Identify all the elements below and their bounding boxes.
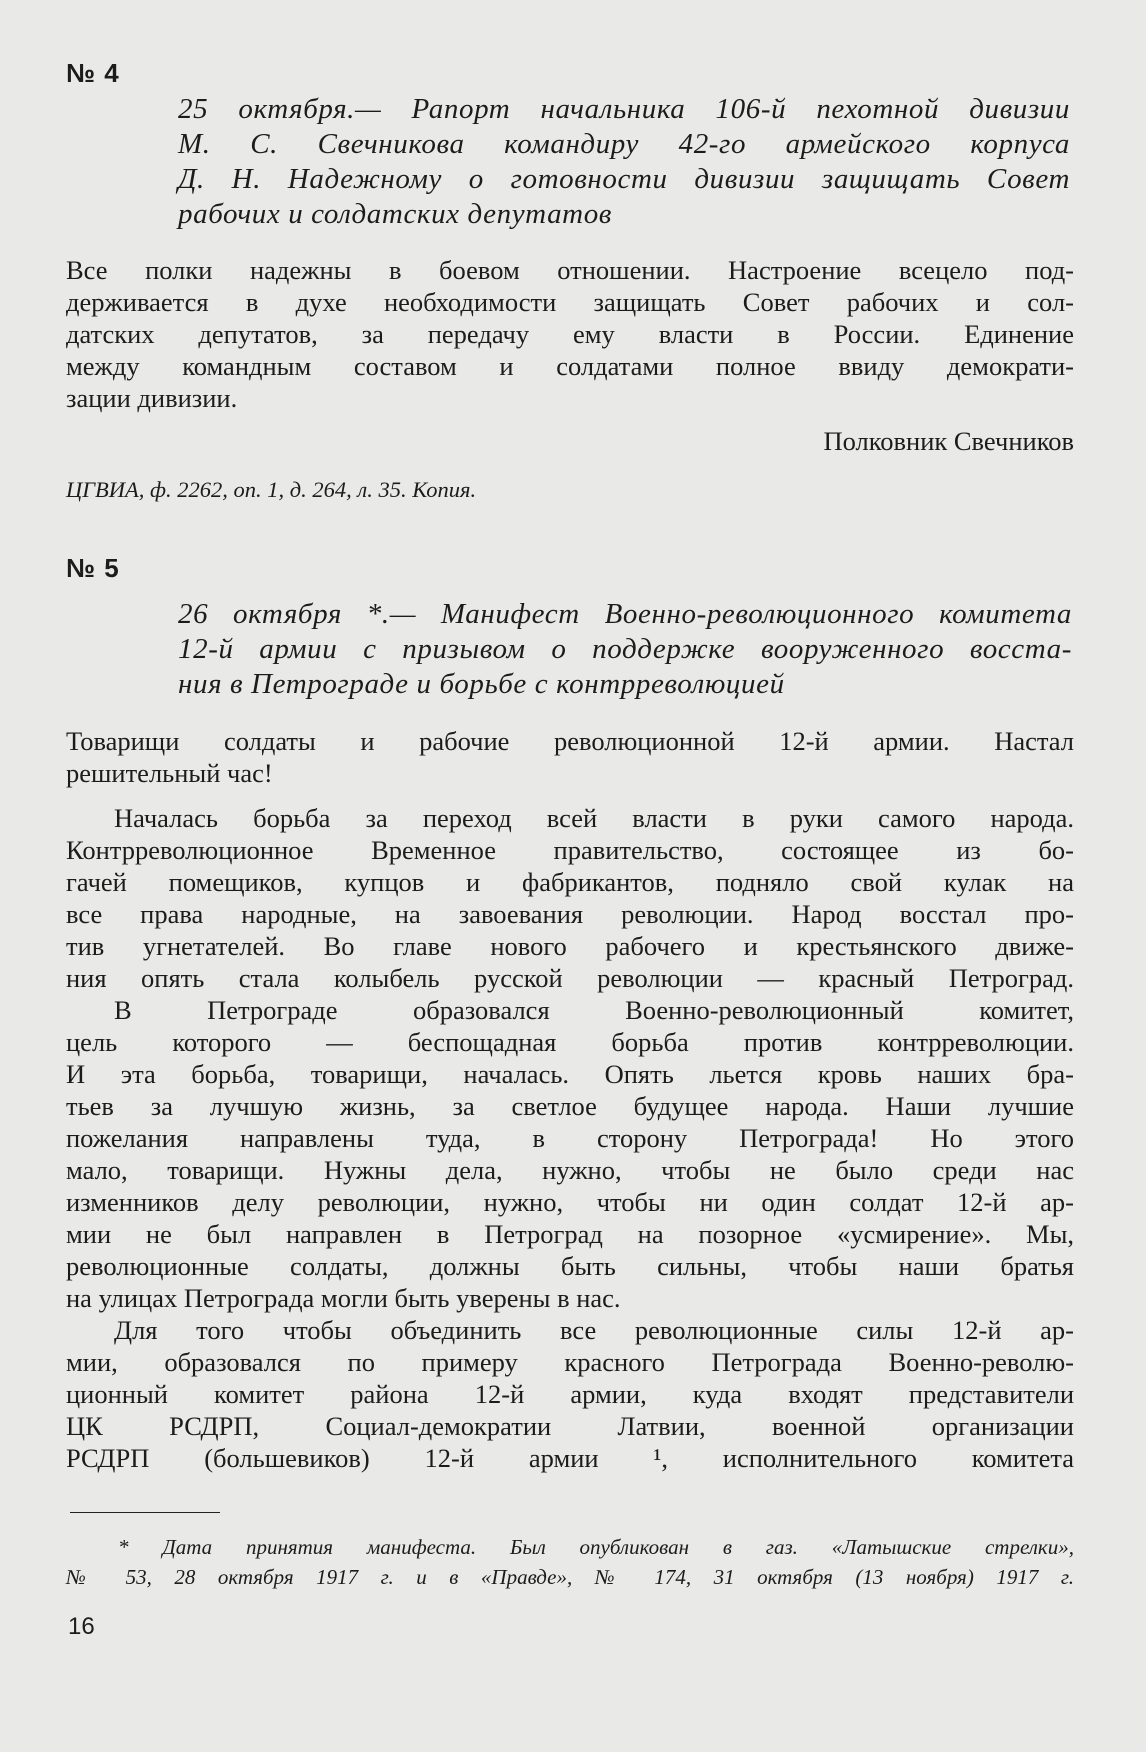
doc5-body-line: цель которого — беспощадная борьба против контрреволюции. (66, 1027, 1074, 1057)
doc5-body-line: все права народные, на завоевания революции. Народ восстал про- (66, 899, 1074, 929)
doc4-signature: Полковник Свечников (823, 426, 1074, 456)
doc5-heading-line: ния в Петрограде и борьбе с контрреволюцией (178, 668, 785, 700)
page-number: 16 (68, 1613, 95, 1640)
doc5-body-line: Контрреволюционное Временное правительство, состоящее из бо- (66, 835, 1074, 865)
doc5-body-line: ционный комитет района 12-й армии, куда входят представители (66, 1379, 1074, 1409)
doc5-heading-line: 26 октября *.— Манифест Военно-революционного комитета (178, 598, 1072, 630)
doc5-body-line: тьев за лучшую жизнь, за светлое будущее народа. Наши лучшие (66, 1091, 1074, 1121)
doc5-body-line: Для того чтобы объединить все революционные силы 12-й ар- (114, 1315, 1074, 1345)
doc4-body-line: держивается в духе необходимости защищать Совет рабочих и сол- (66, 287, 1074, 317)
footnote-rule (70, 1512, 220, 1513)
doc5-body-line: Началась борьба за переход всей власти в руки самого народа. (114, 803, 1074, 833)
doc5-body-line: РСДРП (большевиков) 12-й армии ¹, исполнительного комитета (66, 1443, 1074, 1473)
doc5-body-line: ЦК РСДРП, Социал-демократии Латвии, военной организации (66, 1411, 1074, 1441)
doc5-number: № 5 (66, 553, 120, 583)
doc4-body-line: датских депутатов, за передачу ему власти в России. Единение (66, 319, 1074, 349)
doc5-body-line: пожелания направлены туда, в сторону Петрограда! Но этого (66, 1123, 1074, 1153)
doc5-body-line: изменников делу революции, нужно, чтобы ни один солдат 12-й ар- (66, 1187, 1074, 1217)
doc4-body-line: зации дивизии. (66, 383, 238, 413)
doc4-heading-line: Д. Н. Надежному о готовности дивизии защищать Совет (178, 163, 1070, 195)
doc5-body-line: на улицах Петрограда могли быть уверены в нас. (66, 1283, 621, 1313)
doc5-body-line: мии, образовался по примеру красного Петрограда Военно-револю- (66, 1347, 1074, 1377)
doc4-body-line: Все полки надежны в боевом отношении. Настроение всецело под- (66, 255, 1074, 285)
doc5-heading (178, 597, 1072, 702)
doc5-body-line: гачей помещиков, купцов и фабрикантов, подняло свой кулак на (66, 867, 1074, 897)
doc4-source: ЦГВИА, ф. 2262, оп. 1, д. 264, л. 35. Копия. (66, 477, 477, 502)
doc5-body-line: мало, товарищи. Нужны дела, нужно, чтобы не было среди нас (66, 1155, 1074, 1185)
doc5-heading-line: 12-й армии с призывом о поддержке вооруженного восста- (178, 633, 1072, 665)
doc5-body-line: мии не был направлен в Петроград на позорное «усмирение». Мы, (66, 1219, 1074, 1249)
doc4-heading-line: М. С. Свечникова командиру 42-го армейского корпуса (178, 128, 1070, 160)
doc5-body-line: И эта борьба, товарищи, началась. Опять льется кровь наших бра- (66, 1059, 1074, 1089)
doc5-body-line: Товарищи солдаты и рабочие революционной 12-й армии. Настал (66, 726, 1074, 756)
doc5-body-line: решительный час! (66, 758, 273, 788)
doc5-body-line: ния опять стала колыбель русской революции — красный Петроград. (66, 963, 1074, 993)
doc4-body (66, 254, 1074, 414)
doc4-heading (178, 92, 1070, 232)
footnote-line: № 53, 28 октября 1917 г. и в «Правде», № 174, 31 октября (13 ноября) 1917 г. (66, 1565, 1074, 1589)
doc4-body-line: между командным составом и солдатами полное ввиду демократи- (66, 351, 1074, 381)
doc4-heading-line: 25 октября.— Рапорт начальника 106-й пехотной дивизии (178, 93, 1070, 125)
footnote-line: * Дата принятия манифеста. Был опубликован в газ. «Латышские стрелки», (118, 1535, 1074, 1559)
doc5-body-line: тив угнетателей. Во главе нового рабочего и крестьянского движе- (66, 931, 1074, 961)
doc5-body-line: В Петрограде образовался Военно-революционный комитет, (114, 995, 1074, 1025)
footnote (66, 1532, 1074, 1592)
doc5-body-line: революционные солдаты, должны быть сильны, чтобы наши братья (66, 1251, 1074, 1281)
doc4-heading-line: рабочих и солдатских депутатов (178, 198, 612, 230)
doc5-body (66, 725, 1074, 789)
doc4-number: № 4 (66, 58, 120, 88)
doc5-body (66, 802, 1074, 1474)
